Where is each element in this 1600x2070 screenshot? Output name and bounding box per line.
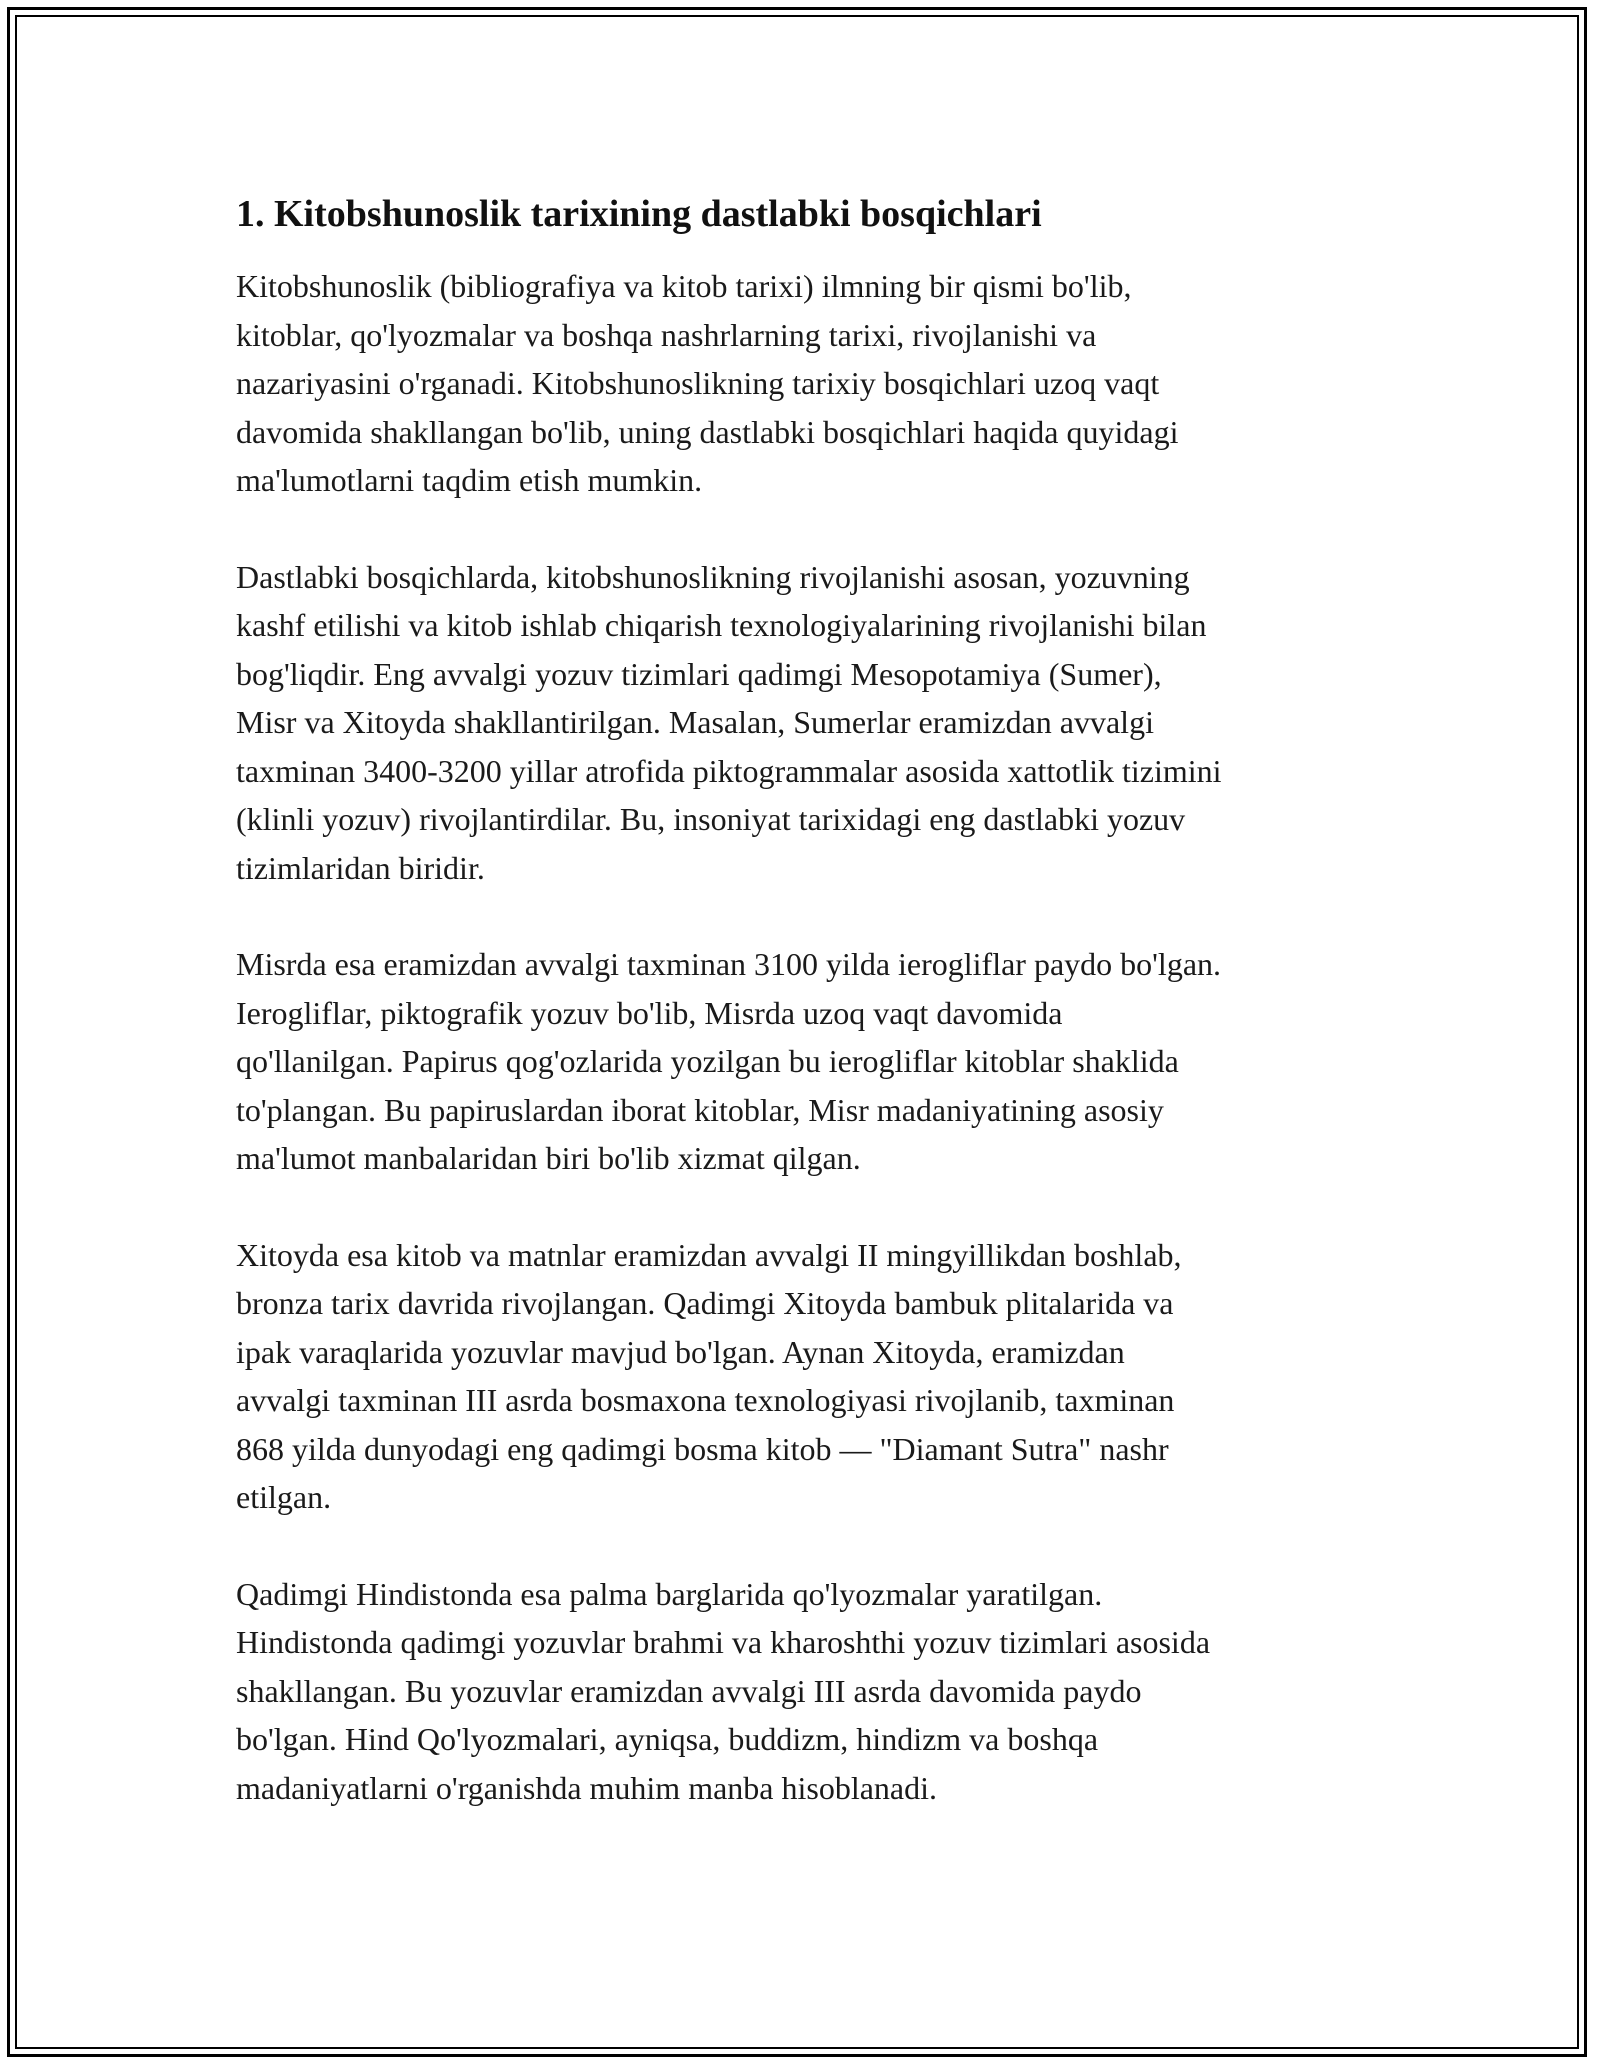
paragraph-line: Kitobshunoslik (bibliografiya va kitob tarixi) ilmning bir qismi bo'lib,	[236, 268, 1132, 304]
paragraph-line: to'plangan. Bu papiruslardan iborat kitoblar, Misr madaniyatining asosiy	[236, 1091, 1164, 1128]
paragraph-line: bronza tarix davrida rivojlangan. Qadimgi Xitoyda bambuk plitalarida va	[236, 1285, 1174, 1321]
paragraph-line: shakllangan. Bu yozuvlar eramizdan avvalgi III asrda davomida paydo	[236, 1672, 1142, 1709]
paragraph-line: Dastlabki bosqichlarda, kitobshunoslikning rivojlanishi asosan, yozuvning	[236, 558, 1190, 595]
paragraph-line: bog'liqdir. Eng avvalgi yozuv tizimlari qadimgi Mesopotamiya (Sumer),	[236, 655, 1162, 692]
paragraph-line: 868 yilda dunyodagi eng qadimgi bosma kitob — "Diamant Sutra" nashr	[236, 1430, 1169, 1467]
paragraph-line: bo'lgan. Hind Qo'lyozmalari, ayniqsa, buddizm, hindizm va boshqa	[236, 1721, 1099, 1757]
paragraph-line: Qadimgi Hindistonda esa palma barglarida qo'lyozmalar yaratilgan.	[236, 1575, 1103, 1612]
paragraph-line: Xitoyda esa kitob va matnlar eramizdan avvalgi II mingyillikdan boshlab,	[236, 1236, 1182, 1273]
paragraph-line: ma'lumotlarni taqdim etish mumkin.	[236, 462, 703, 498]
paragraph-line: qo'llanilgan. Papirus qog'ozlarida yozilgan bu ierogliflar kitoblar shaklida	[236, 1043, 1179, 1079]
paragraph-line: Ierogliflar, piktografik yozuv bo'lib, Misrda uzoq vaqt davomida	[236, 994, 1063, 1031]
paragraph-line: etilgan.	[236, 1479, 332, 1515]
paragraph-line: avvalgi taxminan III asrda bosmaxona texnologiyasi rivojlanib, taxminan	[236, 1382, 1175, 1418]
paragraph-line: Misrda esa eramizdan avvalgi taxminan 3100 yilda ierogliflar paydo bo'lgan.	[236, 946, 1222, 982]
paragraph-mesopotamia	[236, 553, 1376, 893]
document-body	[236, 188, 1376, 1860]
paragraph-line: kashf etilishi va kitob ishlab chiqarish texnologiyalarining rivojlanishi bilan	[236, 607, 1207, 643]
paragraph-line: ipak varaqlarida yozuvlar mavjud bo'lgan. Aynan Xitoyda, eramizdan	[236, 1333, 1125, 1370]
section-heading: 1. Kitobshunoslik tarixining dastlabki bosqichlari	[236, 193, 1042, 235]
paragraph-line: kitoblar, qo'lyozmalar va boshqa nashrlarning tarixi, rivojlanishi va	[236, 316, 1097, 353]
paragraph-line: (klinli yozuv) rivojlantirdilar. Bu, insoniyat tarixidagi eng dastlabki yozuv	[236, 801, 1186, 837]
paragraph-line: nazariyasini o'rganadi. Kitobshunoslikning tarixiy bosqichlari uzoq vaqt	[236, 365, 1160, 401]
paragraph-egypt	[236, 940, 1376, 1183]
paragraph-line: davomida shakllangan bo'lib, uning dastlabki bosqichlari haqida quyidagi	[236, 413, 1179, 450]
paragraph-intro	[236, 262, 1376, 505]
paragraph-china	[236, 1231, 1376, 1522]
paragraph-line: ma'lumot manbalaridan biri bo'lib xizmat qilgan.	[236, 1140, 861, 1176]
paragraph-line: madaniyatlarni o'rganishda muhim manba hisoblanadi.	[236, 1769, 938, 1806]
paragraph-line: Hindistonda qadimgi yozuvlar brahmi va kharoshthi yozuv tizimlari asosida	[236, 1624, 1211, 1660]
paragraph-line: taxminan 3400-3200 yillar atrofida piktogrammalar asosida xattotlik tizimini	[236, 752, 1222, 789]
paragraph-line: tizimlaridan biridir.	[236, 849, 485, 886]
paragraph-line: Misr va Xitoyda shakllantirilgan. Masalan, Sumerlar eramizdan avvalgi	[236, 704, 1154, 740]
paragraph-india	[236, 1570, 1376, 1813]
